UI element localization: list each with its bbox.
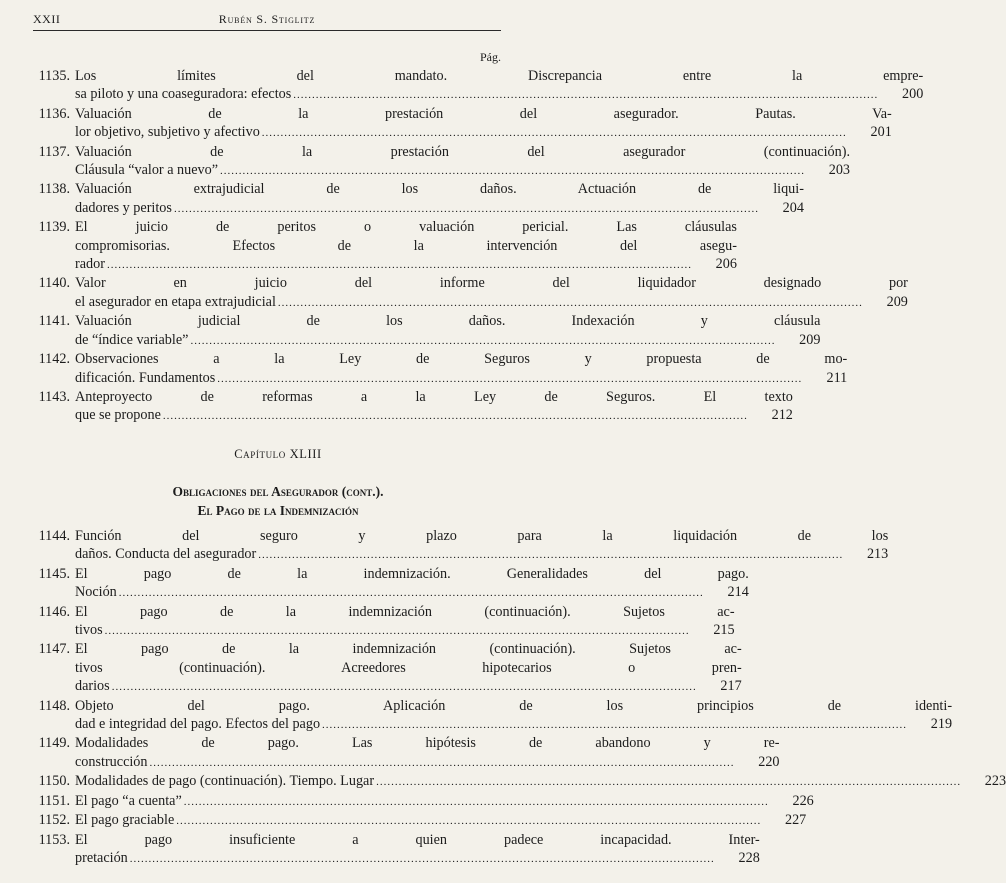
page-column-label: Pág. (480, 50, 501, 64)
entry-text (70, 697, 952, 735)
entry-line: Valor en juicio del informe del liquidador designado por (75, 275, 908, 292)
entry-number: 1136. (38, 105, 70, 122)
dot-leader (217, 370, 802, 388)
entry-last-line (75, 792, 814, 811)
toc-entry (22, 180, 804, 218)
entry-last-line (75, 583, 749, 602)
toc-entry (22, 697, 953, 735)
entry-last-line (75, 199, 804, 218)
entry-line: Modalidades de pago (continuación). Tiempo. Lugar (75, 773, 375, 790)
entry-page-number: 223 (984, 773, 1006, 790)
dot-leader (190, 332, 775, 350)
dot-leader (322, 716, 907, 734)
entry-number: 1140. (38, 275, 70, 292)
entry-line: El pago de la indemnización. Generalidades del pago. (75, 565, 749, 582)
entry-page-number: 228 (738, 849, 760, 866)
entry-last-line (75, 811, 806, 830)
entry-line: El pago insuficiente a quien padece incapacidad. Inter- (75, 831, 760, 848)
entry-text (70, 640, 742, 696)
entry-number: 1135. (38, 68, 70, 84)
entry-line: dadores y peritos (75, 199, 172, 216)
entry-page-number: 200 (902, 86, 924, 103)
entry-last-line (75, 293, 908, 312)
running-head (33, 12, 501, 28)
entry-text (70, 831, 760, 869)
entry-page-number: 213 (866, 546, 889, 563)
entry-line: Modalidades de pago. Las hipótesis de abandono y re- (75, 735, 780, 752)
dot-leader (130, 850, 715, 868)
entry-last-line (75, 849, 760, 868)
toc-section-2 (22, 527, 1006, 868)
entry-last-line (75, 772, 1006, 791)
entry-last-line (75, 123, 892, 142)
toc-entry (22, 274, 908, 312)
entry-page-number: 209 (886, 293, 908, 310)
entry-line: El pago “a cuenta” (75, 792, 182, 809)
entry-number: 1137. (38, 143, 70, 160)
entry-text (70, 67, 923, 105)
entry-line: de “índice variable” (75, 331, 189, 348)
entry-line: El pago de la indemnización (continuación). Sujetos ac- (75, 641, 742, 658)
entry-text (70, 350, 847, 388)
chapter-title-line-2: El Pago de la Indemnización (197, 503, 359, 518)
entry-line: darios (75, 678, 110, 695)
entry-text (70, 143, 850, 181)
entry-line: el asegurador en etapa extrajudicial (75, 293, 276, 310)
entry-text (70, 274, 908, 312)
entry-page-number: 209 (799, 331, 821, 348)
entry-page-number: 226 (792, 792, 814, 809)
entry-number: 1142. (38, 351, 70, 368)
entry-text (70, 792, 814, 811)
toc-section-1 (22, 67, 924, 426)
entry-text (70, 811, 806, 830)
entry-last-line (75, 753, 780, 772)
dot-leader (262, 124, 847, 142)
entry-number: 1145. (38, 565, 70, 582)
entry-line: El juicio de peritos o valuación pericial. Las cláusulas (75, 219, 737, 236)
toc-entry (22, 350, 848, 388)
entry-text (70, 603, 735, 641)
dot-leader (293, 86, 878, 104)
toc-entry (22, 772, 1006, 791)
toc-entry (22, 565, 749, 603)
entry-line: Valuación de la prestación del asegurador (continuación). (75, 143, 851, 160)
entry-line: sa piloto y una coaseguradora: efectos (75, 86, 292, 103)
toc-entry (22, 811, 807, 830)
toc-entry (22, 603, 735, 641)
entry-page-number: 204 (782, 199, 804, 216)
entry-page-number: 212 (771, 407, 793, 424)
toc-entry (22, 792, 814, 811)
entry-page-number: 203 (828, 162, 851, 179)
page-number: XXII (33, 12, 61, 26)
entry-number: 1150. (38, 773, 70, 790)
entry-line: lor objetivo, subjetivo y afectivo (75, 124, 260, 141)
dot-leader (107, 256, 692, 274)
entry-text (70, 734, 780, 772)
entry-number: 1138. (38, 181, 70, 198)
entry-number: 1143. (38, 388, 70, 405)
dot-leader (176, 812, 761, 830)
entry-page-number: 215 (713, 622, 735, 639)
entry-line: rador (75, 256, 105, 273)
entry-last-line (75, 677, 742, 696)
chapter-heading (55, 447, 501, 520)
entry-line: Valuación extrajudicial de los daños. Actuación de liqui- (75, 181, 804, 198)
entry-line: dad e integridad del pago. Efectos del pago (75, 716, 321, 733)
entry-text (70, 180, 804, 218)
entry-line: Observaciones a la Ley de Seguros y propuesta de mo- (75, 351, 848, 368)
entry-last-line (75, 406, 793, 425)
toc-entry (22, 831, 760, 869)
toc-entry (22, 388, 793, 426)
entry-last-line (75, 85, 923, 104)
entry-line: Objeto del pago. Aplicación de los principios de identi- (75, 697, 953, 714)
entry-page-number: 206 (715, 256, 737, 273)
toc-entry (22, 67, 924, 105)
dot-leader (163, 407, 748, 425)
entry-text (70, 218, 737, 274)
entry-page-number: 211 (826, 369, 848, 386)
entry-line: El pago de la indemnización (continuación). Sujetos ac- (75, 603, 735, 620)
dot-leader (220, 162, 805, 180)
entry-page-number: 214 (727, 584, 749, 601)
entry-page-number: 220 (758, 753, 780, 770)
entry-last-line (75, 621, 735, 640)
toc-entry (22, 105, 892, 143)
entry-number: 1146. (38, 603, 70, 620)
entry-line: Valuación judicial de los daños. Indexación y cláusula (75, 313, 821, 330)
entry-text (70, 565, 749, 603)
entry-page-number: 227 (784, 812, 807, 829)
dot-leader (150, 754, 735, 772)
entry-line: compromisorias. Efectos de la intervención del asegu- (75, 237, 737, 254)
entry-last-line (75, 331, 820, 350)
entry-page-number: 219 (930, 716, 953, 733)
toc-entry (22, 218, 737, 274)
chapter-label: Capítulo XLIII (234, 447, 322, 461)
entry-last-line (75, 369, 847, 388)
dot-leader (105, 622, 690, 640)
entry-line: dificación. Fundamentos (75, 369, 216, 386)
entry-line: Valuación de la prestación del asegurador. Pautas. Va- (75, 105, 892, 122)
dot-leader (278, 294, 863, 312)
entry-page-number: 217 (720, 678, 742, 695)
entry-line: Los límites del mandato. Discrepancia entre la empre- (75, 68, 924, 84)
chapter-title-line-1: Obligaciones del Asegurador (cont.). (172, 484, 384, 499)
dot-leader (376, 773, 961, 791)
entry-number: 1147. (38, 641, 70, 658)
entry-text (70, 105, 892, 143)
entry-line: Anteproyecto de reformas a la Ley de Seguros. El texto (75, 388, 793, 405)
entry-text (70, 312, 820, 350)
entry-number: 1152. (38, 812, 70, 829)
entry-last-line (75, 545, 888, 564)
dot-leader (258, 546, 843, 564)
entry-number: 1144. (38, 528, 70, 544)
entry-line: Función del seguro y plazo para la liquidación de los (75, 528, 889, 544)
entry-number: 1149. (38, 735, 70, 752)
toc-entry (22, 640, 742, 696)
entry-page-number: 201 (870, 124, 892, 141)
entry-line: tivos (continuación). Acreedores hipotecarios o pren- (75, 659, 742, 676)
dot-leader (119, 584, 704, 602)
entry-number: 1141. (38, 313, 70, 330)
entry-line: daños. Conducta del asegurador (75, 546, 257, 563)
entry-line: pretación (75, 849, 128, 866)
entry-number: 1148. (38, 697, 70, 714)
entry-number: 1153. (38, 831, 70, 848)
toc-entry (22, 312, 821, 350)
toc-entry (22, 527, 889, 565)
entry-last-line (75, 255, 737, 274)
entry-line: Cláusula “valor a nuevo” (75, 162, 219, 179)
entry-line: construcción (75, 753, 148, 770)
header-rule (33, 30, 501, 31)
entry-line: Noción (75, 584, 117, 601)
dot-leader (174, 200, 759, 218)
dot-leader (112, 678, 697, 696)
dot-leader (184, 793, 769, 811)
entry-last-line (75, 715, 952, 734)
entry-line: que se propone (75, 407, 161, 424)
toc-entry (22, 143, 851, 181)
entry-line: El pago graciable (75, 812, 175, 829)
entry-number: 1139. (38, 219, 70, 236)
entry-text (70, 388, 793, 426)
author-name: Rubén S. Stiglitz (218, 12, 316, 26)
entry-number: 1151. (38, 792, 70, 809)
entry-last-line (75, 161, 850, 180)
toc-entry (22, 734, 780, 772)
entry-text (70, 527, 888, 565)
entry-text (70, 772, 1006, 791)
entry-line: tivos (75, 622, 103, 639)
